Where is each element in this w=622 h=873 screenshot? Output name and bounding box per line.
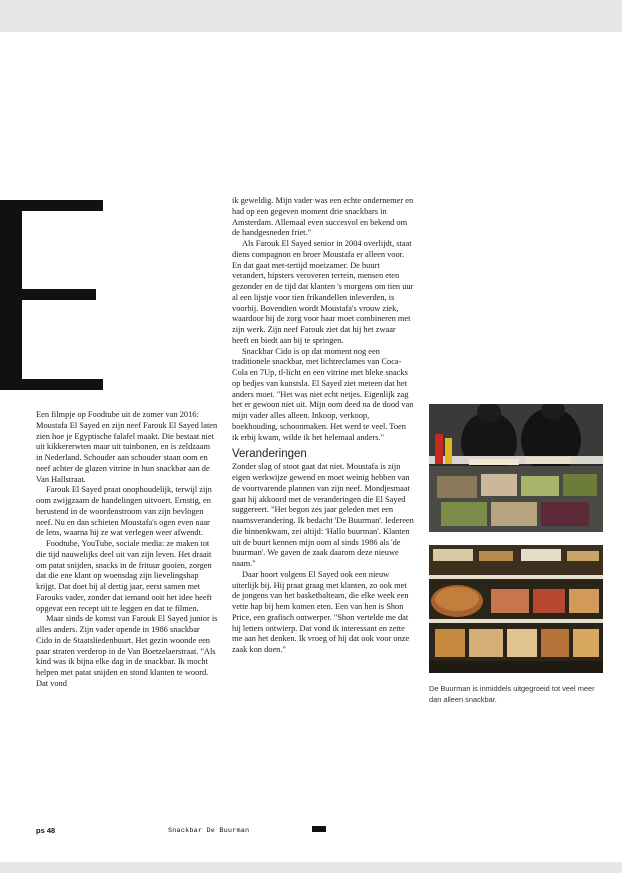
paragraph: Als Farouk El Sayed senior in 2004 overlijdt, staat diens compagnon en broer Moustafa er alleen voor. En dat gaat met-tertijd moeizamer. De buurt verandert, hipsters veroveren terrein, mensen eten gezonder en de tijd dat klanten 's morgens om tien uur al een lijstje voor tien frikandellen inleverden, is voorbij. Bovendien wordt Moustafa's vrouw ziek, waardoor hij de zorg voor haar moet combineren met zijn werk. Zijn neef Farouk ziet dat hij het zwaar heeft en biedt aan bij te springen.	[232, 239, 414, 345]
dropcap-letter-e	[0, 200, 103, 390]
paragraph: Snackbar Cido is op dat moment nog een traditionele snackbar, met lichtreclames van Coca-Cola en 7Up, tl-licht en een vitrine met bleke snacks op bedjes van kunstsla. El Sayed ziet meteen dat het anders moet. "Het was niet echt netjes. Eigenlijk zag het er gewoon niet uit. Mijn oom deed na de dood van mijn vader alles alleen. Inkoop, verkoop, boekhouding, schoonmaken. Het werd te veel. Toen ik erbij kwam, wilde ik het helemaal anders."	[232, 346, 414, 442]
photo-chefs-at-counter	[429, 404, 603, 532]
running-footer-title: Snackbar De Buurman	[168, 827, 250, 835]
paragraph: Maar sinds de komst van Farouk El Sayed junior is alles anders. Zijn vader opende in 1986 snackbar Cido in de Staatsliedenbuurt. Het gezin woonde een paar straten verderop in de Van Boetzelaerstraat. "Als kind was ik bijna elke dag in de snackbar. Ik mocht helpen met patat snijden en stond klanten te woord. Dat vond	[36, 614, 218, 688]
section-subheading: Veranderingen	[232, 448, 307, 461]
paragraph: Farouk El Sayed praat onophoudelijk, terwijl zijn oom zwijgzaam de handelingen uitvoert. Ernstig, en berustend in de woordenstroom van zijn bevlogen neef. Nu en dan schieten Moustafa's ogen even naar de lens, waarna hij ze wat verlegen weer afwendt.	[36, 485, 212, 538]
paragraph: Zonder slag of stoot gaat dat niet. Moustafa is zijn eigen werkwijze gewend en moet weinig hebben van de voortvarende plannen van zijn neef. Mondjesmaat gaat hij akkoord met de veranderingen die El Sayed suggereert. "Het begon zes jaar geleden met een naamsverandering. Ik bedacht 'De Buurman'. Iedereen die binnenkwam, zei altijd: 'Hallo buurman'. Klanten uit de buurt kennen mijn oom al sinds 1986 als 'de buurman'. We gaven de zaak daarom deze nieuwe naam."	[232, 462, 414, 568]
paragraph: Foodtube, YouTube, sociale media: ze maken tot die tijd nauwelijks deel uit van zijn leven. Het draait om patat snijden, snacks in de frituur gooien, zorgen dat die ene klant op woensdag zijn lievelingshap krijgt. Dat doet hij al dertig jaar, eerst samen met Farouks vader, zonder dat iemand ooit het idee heeft opgevat een recept uit te leggen en dat te filmen.	[36, 539, 212, 613]
footer-marker	[312, 826, 326, 832]
page-number: ps 48	[36, 826, 56, 835]
paragraph: Een filmpje op Foodtube uit de zomer van 2016: Moustafa El Sayed en zijn neef Farouk El Sayed laten zien hoe je Egyptische falafel maakt. Die bestaat niet uit kikkererwten maar uit tuinbonen, en is zeldzaam in Nederland. Schouder aan schouder staan oom en neef achter de glazen vitrine in hun snackbar aan de Van Hallstraat.	[36, 410, 218, 484]
article-column-2	[232, 196, 414, 656]
article-column-1	[36, 410, 218, 690]
photo-snack-display-case	[429, 545, 603, 673]
photo-caption: De Buurman is inmiddels uitgegroeid tot veel meer dan alleen snackbar.	[429, 684, 595, 704]
paragraph: Daar hoort volgens El Sayed ook een nieuw uiterlijk bij. Hij praat graag met klanten, zo ook met de jongens van het basketbalteam, die elke week een vette hap bij hem komen eten. Een van hen is Shon Price, een grafisch ontwerper. "Shon vertelde me dat hij letters ontwierp. Dat vond ik interessant en zette me aan het denken. Ik vroeg of hij dat ook voor onze zaak kon doen."	[232, 569, 410, 654]
paragraph: ik geweldig. Mijn vader was een echte ondernemer en had op een gegeven moment drie snackbars in Amsterdam. Allemaal even succesvol en bekend om de handgesneden friet."	[232, 196, 414, 238]
